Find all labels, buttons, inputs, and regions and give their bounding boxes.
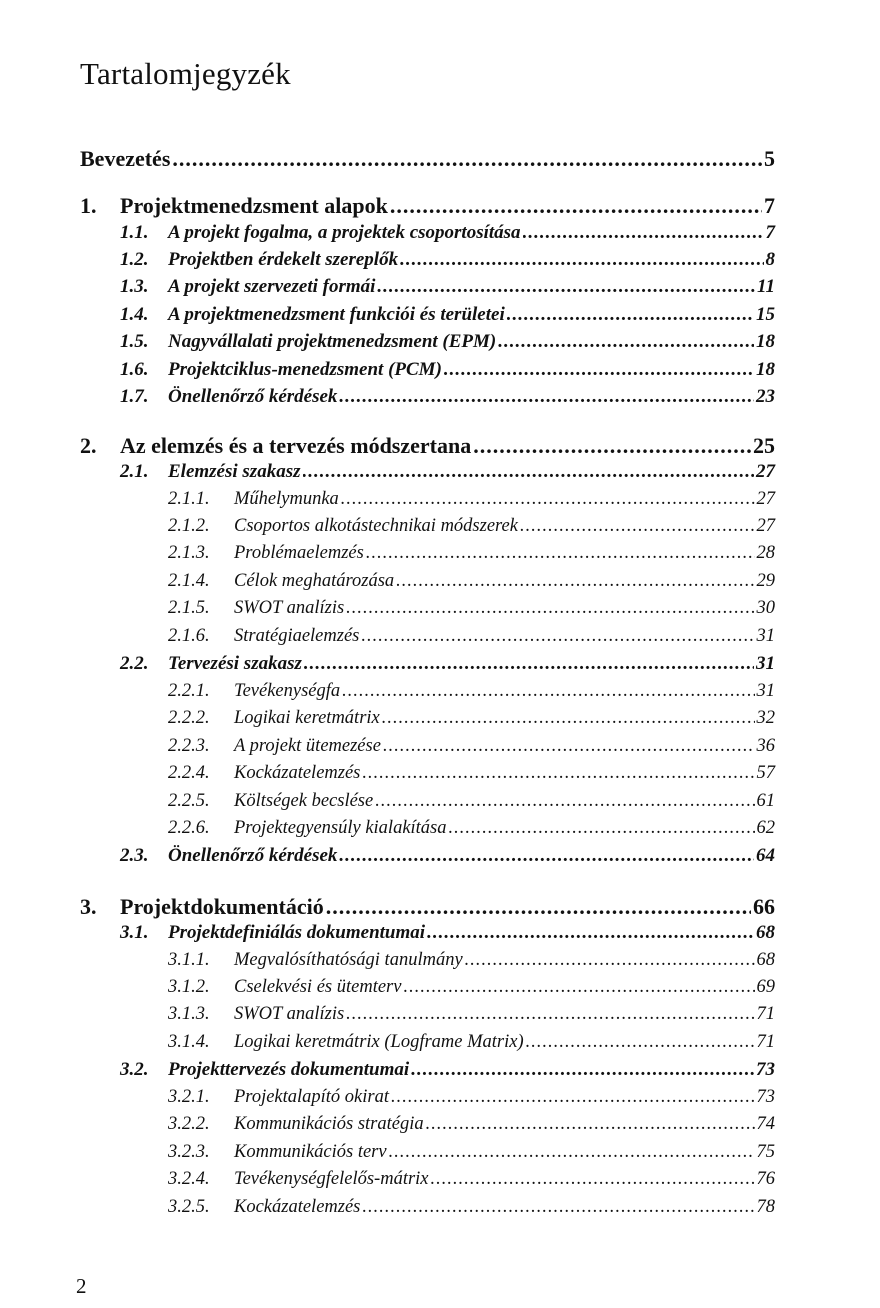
toc-entry-title: A projekt ütemezése xyxy=(234,736,381,756)
toc-entry-number: 2. xyxy=(80,433,97,458)
toc-entry-number: 3.2.3. xyxy=(168,1142,210,1162)
toc-entry-page: 75 xyxy=(756,1142,775,1162)
toc-entry-number: 2.1.1. xyxy=(168,489,210,509)
toc-entry-title: Cselekvési és ütemterv xyxy=(234,977,402,997)
dot-leader xyxy=(444,359,754,381)
toc-entry-2-2-4[interactable] xyxy=(80,763,775,793)
toc-entry-title: Projektalapító okirat xyxy=(234,1087,390,1107)
toc-entry-number: 2.2. xyxy=(120,653,149,674)
dot-leader xyxy=(304,653,754,675)
toc-entry-page: 73 xyxy=(756,1059,775,1080)
toc-entry-title: Tevékenységfa xyxy=(234,681,341,701)
toc-entry-title: Projektdefiniálás dokumentumai xyxy=(168,922,426,943)
dot-leader xyxy=(362,763,754,784)
toc-entry-title: Csoportos alkotástechnikai módszerek xyxy=(234,516,518,536)
toc-entry-title: Logikai keretmátrix (Logframe Matrix) xyxy=(234,1032,524,1052)
toc-entry-number: 2.1.2. xyxy=(168,516,210,536)
dot-leader xyxy=(366,543,755,564)
dot-leader xyxy=(526,1032,755,1053)
toc-entry-page: 68 xyxy=(756,922,775,943)
dot-leader xyxy=(172,146,762,172)
toc-entry-number: 1.6. xyxy=(120,359,149,380)
toc-entry-number: 3.2.2. xyxy=(168,1114,210,1134)
toc-entry-number: 2.2.5. xyxy=(168,791,210,811)
toc-entry-number: 3.2.5. xyxy=(168,1197,210,1217)
toc-entry-3-1-3[interactable] xyxy=(80,1004,775,1034)
toc-entry-number: 3.1. xyxy=(120,922,149,943)
toc-entry-page: 71 xyxy=(756,1032,775,1052)
toc-entry-3-1-1[interactable] xyxy=(80,950,775,980)
dot-leader xyxy=(473,433,751,459)
dot-leader xyxy=(339,845,754,867)
toc-entry-page: 36 xyxy=(756,736,775,756)
toc-entry-title: SWOT analízis xyxy=(234,1004,345,1024)
dot-leader xyxy=(375,791,754,812)
toc-entry-page: 25 xyxy=(753,433,775,458)
toc-entry-page: 74 xyxy=(756,1114,775,1134)
toc-entry-title: Műhelymunka xyxy=(234,489,339,509)
toc-entry-number: 3. xyxy=(80,894,97,919)
dot-leader xyxy=(326,894,751,920)
toc-entry-number: 2.1.5. xyxy=(168,598,210,618)
toc-entry-chapter-3[interactable] xyxy=(80,894,775,924)
toc-entry-title: Elemzési szakasz xyxy=(168,461,301,482)
toc-entry-3-1-2[interactable] xyxy=(80,977,775,1007)
dot-leader xyxy=(391,1087,754,1108)
dot-leader xyxy=(498,331,754,353)
toc-entry-title: SWOT analízis xyxy=(234,598,345,618)
toc-entry-title: Stratégiaelemzés xyxy=(234,626,360,646)
toc-entry-2-2-2[interactable] xyxy=(80,708,775,738)
toc-entry-page: 73 xyxy=(756,1087,775,1107)
toc-entry-title: Megvalósíthatósági tanulmány xyxy=(234,950,463,970)
toc-entry-title: Az elemzés és a tervezés módszertana xyxy=(120,433,472,458)
dot-leader xyxy=(303,461,755,483)
toc-entry-page: 32 xyxy=(756,708,775,728)
toc-entry-page: 57 xyxy=(756,763,775,783)
toc-entry-chapter-2[interactable] xyxy=(80,433,775,463)
toc-entry-number: 2.1.6. xyxy=(168,626,210,646)
toc-entry-title: Költségek becslése xyxy=(234,791,374,811)
toc-entry-number: 1.5. xyxy=(120,331,149,352)
dot-leader xyxy=(520,516,755,537)
toc-entry-title: A projekt szervezeti formái xyxy=(168,276,376,297)
toc-entry-number: 2.2.6. xyxy=(168,818,210,838)
toc-entry-number: 2.2.2. xyxy=(168,708,210,728)
dot-leader xyxy=(523,222,764,244)
toc-entry-1-4[interactable] xyxy=(80,304,775,334)
table-of-contents xyxy=(80,0,775,1308)
toc-entry-page: 66 xyxy=(753,894,775,919)
dot-leader xyxy=(346,1004,754,1025)
toc-entry-title: Projektegyensúly kialakítása xyxy=(234,818,447,838)
toc-entry-1-2[interactable] xyxy=(80,249,775,279)
toc-entry-page: 15 xyxy=(756,304,775,325)
toc-entry-title: Problémaelemzés xyxy=(234,543,364,563)
toc-entry-number: 2.1. xyxy=(120,461,149,482)
toc-entry-title: Nagyvállalati projektmenedzsment (EPM) xyxy=(168,331,497,352)
dot-leader xyxy=(400,249,763,271)
toc-entry-title: Kockázatelemzés xyxy=(234,763,361,783)
dot-leader xyxy=(377,276,755,298)
toc-entry-number: 3.1.4. xyxy=(168,1032,210,1052)
dot-leader xyxy=(341,489,755,510)
toc-entry-number: 2.1.4. xyxy=(168,571,210,591)
dot-leader xyxy=(431,1169,755,1190)
toc-entry-title: Célok meghatározása xyxy=(234,571,395,591)
toc-entry-2-3[interactable] xyxy=(80,845,775,875)
toc-entry-page: 27 xyxy=(756,516,775,536)
toc-entry-number: 3.2.4. xyxy=(168,1169,210,1189)
toc-entry-number: 3.1.2. xyxy=(168,977,210,997)
toc-entry-title: Tervezési szakasz xyxy=(168,653,302,674)
toc-entry-number: 3.2. xyxy=(120,1059,149,1080)
dot-leader xyxy=(342,681,754,702)
toc-entry-3-2-4[interactable] xyxy=(80,1169,775,1199)
toc-entry-introduction[interactable] xyxy=(80,146,775,176)
toc-entry-number: 2.2.1. xyxy=(168,681,210,701)
dot-leader xyxy=(403,977,754,998)
toc-entry-number: 2.1.3. xyxy=(168,543,210,563)
toc-entry-chapter-1[interactable] xyxy=(80,193,775,223)
toc-entry-number: 1.7. xyxy=(120,386,149,407)
toc-entry-page: 31 xyxy=(756,653,775,674)
toc-entry-number: 1.1. xyxy=(120,222,149,243)
toc-entry-2-1-1[interactable] xyxy=(80,489,775,519)
toc-entry-number: 2.2.3. xyxy=(168,736,210,756)
toc-entry-page: 27 xyxy=(756,489,775,509)
toc-entry-title: Önellenőrző kérdések xyxy=(168,386,338,407)
toc-entry-1-7[interactable] xyxy=(80,386,775,416)
toc-entry-title: Kommunikációs stratégia xyxy=(234,1114,424,1134)
toc-entry-page: 18 xyxy=(756,359,775,380)
toc-entry-1-1[interactable] xyxy=(80,222,775,252)
page-number: 2 xyxy=(76,1274,87,1298)
dot-leader xyxy=(361,626,754,647)
toc-entry-3-1[interactable] xyxy=(80,922,775,952)
toc-entry-title: Projektdokumentáció xyxy=(120,894,324,919)
dot-leader xyxy=(382,708,755,729)
toc-entry-page: 8 xyxy=(765,249,775,270)
toc-entry-1-6[interactable] xyxy=(80,359,775,389)
toc-entry-page: 7 xyxy=(765,222,775,243)
toc-entry-page: 61 xyxy=(756,791,775,811)
toc-entry-page: 78 xyxy=(756,1197,775,1217)
toc-entry-number: 3.1.3. xyxy=(168,1004,210,1024)
toc-entry-page: 11 xyxy=(757,276,775,297)
dot-leader xyxy=(383,736,755,757)
toc-entry-number: 3.2.1. xyxy=(168,1087,210,1107)
toc-entry-page: 7 xyxy=(764,193,775,218)
toc-entry-2-2-6[interactable] xyxy=(80,818,775,848)
toc-entry-3-2-5[interactable] xyxy=(80,1197,775,1227)
toc-entry-2-1[interactable] xyxy=(80,461,775,491)
toc-entry-page: 23 xyxy=(756,386,775,407)
toc-entry-title: Tevékenységfelelős-mátrix xyxy=(234,1169,429,1189)
toc-entry-page: 31 xyxy=(756,626,775,646)
dot-leader xyxy=(339,386,754,408)
toc-entry-2-1-5[interactable] xyxy=(80,598,775,628)
toc-entry-page: 31 xyxy=(756,681,775,701)
toc-entry-number: 1.4. xyxy=(120,304,149,325)
toc-entry-2-2-1[interactable] xyxy=(80,681,775,711)
toc-entry-page: 27 xyxy=(756,461,775,482)
toc-entry-1-5[interactable] xyxy=(80,331,775,361)
page-title: Tartalomjegyzék xyxy=(80,56,291,91)
toc-entry-page: 18 xyxy=(756,331,775,352)
toc-entry-title: Logikai keretmátrix xyxy=(234,708,380,728)
dot-leader xyxy=(426,1114,755,1135)
toc-entry-title: A projekt fogalma, a projektek csoportosítása xyxy=(168,222,521,243)
toc-entry-2-2-5[interactable] xyxy=(80,791,775,821)
toc-entry-number: 1. xyxy=(80,193,97,218)
toc-entry-2-1-6[interactable] xyxy=(80,626,775,656)
toc-entry-2-2[interactable] xyxy=(80,653,775,683)
toc-entry-page: 64 xyxy=(756,845,775,866)
toc-entry-3-2-3[interactable] xyxy=(80,1142,775,1172)
toc-entry-number: 1.2. xyxy=(120,249,149,270)
dot-leader xyxy=(465,950,755,971)
toc-entry-page: 30 xyxy=(756,598,775,618)
toc-entry-page: 69 xyxy=(756,977,775,997)
toc-entry-page: 29 xyxy=(756,571,775,591)
toc-entry-3-2[interactable] xyxy=(80,1059,775,1089)
toc-entry-title: Bevezetés xyxy=(80,146,171,171)
dot-leader xyxy=(411,1059,754,1081)
toc-entry-page: 71 xyxy=(756,1004,775,1024)
dot-leader xyxy=(346,598,754,619)
toc-entry-title: Önellenőrző kérdések xyxy=(168,845,338,866)
toc-entry-title: A projektmenedzsment funkciói és területei xyxy=(168,304,505,325)
toc-entry-number: 3.1.1. xyxy=(168,950,210,970)
dot-leader xyxy=(396,571,754,592)
toc-entry-2-1-2[interactable] xyxy=(80,516,775,546)
toc-entry-3-2-1[interactable] xyxy=(80,1087,775,1117)
toc-entry-number: 2.3. xyxy=(120,845,149,866)
toc-entry-title: Kommunikációs terv xyxy=(234,1142,387,1162)
toc-entry-page: 76 xyxy=(756,1169,775,1189)
toc-entry-1-3[interactable] xyxy=(80,276,775,306)
dot-leader xyxy=(390,193,762,219)
toc-entry-page: 28 xyxy=(756,543,775,563)
dot-leader xyxy=(362,1197,754,1218)
toc-entry-3-2-2[interactable] xyxy=(80,1114,775,1144)
toc-entry-title: Projekttervezés dokumentumai xyxy=(168,1059,410,1080)
toc-entry-2-2-3[interactable] xyxy=(80,736,775,766)
toc-entry-page: 68 xyxy=(756,950,775,970)
dot-leader xyxy=(389,1142,755,1163)
toc-entry-title: Projektben érdekelt szereplők xyxy=(168,249,399,270)
toc-entry-number: 1.3. xyxy=(120,276,149,297)
dot-leader xyxy=(507,304,754,326)
toc-entry-number: 2.2.4. xyxy=(168,763,210,783)
toc-entry-title: Kockázatelemzés xyxy=(234,1197,361,1217)
dot-leader xyxy=(427,922,754,944)
toc-entry-page: 62 xyxy=(756,818,775,838)
toc-entry-page: 5 xyxy=(764,146,775,171)
dot-leader xyxy=(449,818,755,839)
toc-entry-title: Projektmenedzsment alapok xyxy=(120,193,388,218)
toc-entry-title: Projektciklus-menedzsment (PCM) xyxy=(168,359,442,380)
toc-entry-2-1-3[interactable] xyxy=(80,543,775,573)
toc-entry-2-1-4[interactable] xyxy=(80,571,775,601)
toc-entry-3-1-4[interactable] xyxy=(80,1032,775,1062)
